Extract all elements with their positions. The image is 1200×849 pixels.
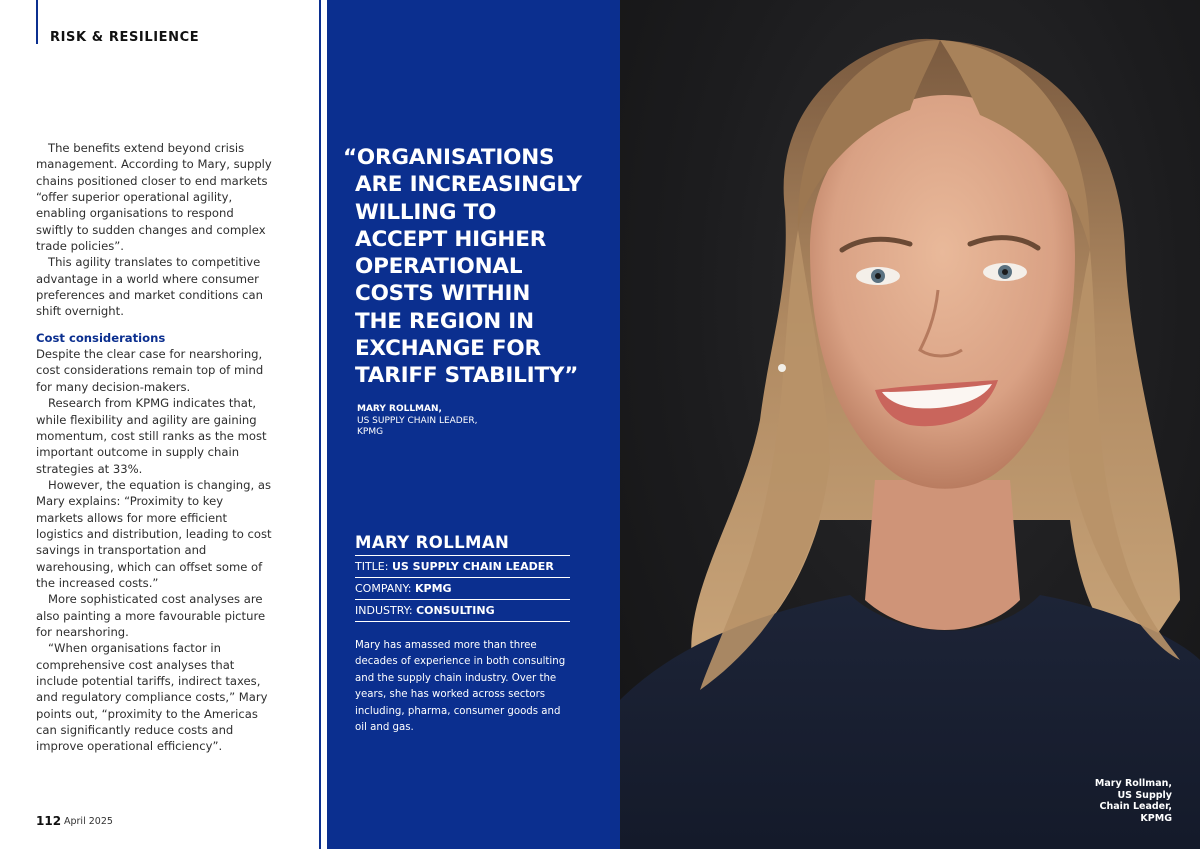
company-label: COMPANY: — [355, 582, 412, 595]
column-divider — [319, 0, 321, 849]
pull-quote-line: ACCEPT HIGHER — [355, 226, 547, 252]
attribution-company: KPMG — [357, 427, 384, 437]
section-label: RISK & RESILIENCE — [50, 30, 200, 45]
caption-line: KPMG — [1140, 812, 1172, 824]
article-body — [36, 140, 272, 755]
photo-caption — [1095, 778, 1172, 824]
pull-quote-line: EXCHANGE FOR — [355, 336, 541, 362]
pull-quote-line: COSTS WITHIN — [355, 281, 531, 307]
paragraph: Research from KPMG indicates that, while flexibility and agility are gaining momentum, cost still ranks as the most important outcome in supply chain strategies at 33%. — [36, 396, 267, 476]
profile-industry-row — [355, 600, 570, 622]
quote-attribution — [357, 404, 478, 439]
attribution-name: MARY ROLLMAN, — [357, 404, 442, 414]
company-value: KPMG — [414, 582, 452, 595]
pull-quote — [343, 144, 608, 390]
pull-quote-line: WILLING TO — [355, 199, 497, 225]
paragraph: Despite the clear case for nearshoring, cost considerations remain top of mind for many decision-makers. — [36, 347, 264, 394]
title-value: US SUPPLY CHAIN LEADER — [391, 560, 554, 573]
attribution-title: US SUPPLY CHAIN LEADER, — [357, 415, 478, 426]
caption-line: US Supply — [1117, 789, 1172, 801]
pull-quote-line: “ORGANISATIONS — [343, 145, 555, 170]
pull-quote-line: THE REGION IN — [355, 308, 534, 334]
header-accent-rule — [36, 0, 38, 44]
article-column — [0, 0, 318, 849]
industry-value: CONSULTING — [416, 604, 495, 617]
pull-quote-line: OPERATIONAL — [355, 254, 523, 280]
issue-date: April 2025 — [64, 816, 113, 827]
paragraph: This agility translates to competitive advantage in a world where consumer preferences and market conditions can shift overnight. — [36, 255, 263, 319]
paragraph: The benefits extend beyond crisis management. According to Mary, supply chains positioned closer to end markets “offer superior operational agility, enabling organisations to respond swiftly to sudden changes and complex trade policies”. — [36, 141, 272, 254]
profile-name: MARY ROLLMAN — [355, 533, 570, 556]
subheading: Cost considerations — [36, 330, 166, 345]
title-label: TITLE: — [355, 560, 389, 573]
page-number: 112 — [36, 814, 62, 828]
caption-line: Mary Rollman, — [1094, 778, 1172, 789]
caption-line: Chain Leader, — [1099, 801, 1172, 812]
portrait-photo — [620, 0, 1200, 849]
paragraph: “When organisations factor in comprehensive cost analyses that include potential tariffs, indirect taxes, and regulatory compliance costs,” Mary points out, “proximity to the Americas can significantly reduce costs and improve operational efficiency”. — [36, 641, 268, 754]
profile-bio: Mary has amassed more than three decades of experience in both consulting and the supply chain industry. Over the years, she has worked across sectors including, pharma, consumer goods and oil and gas. — [355, 640, 566, 734]
quote-panel — [327, 0, 620, 849]
pull-quote-line: ARE INCREASINGLY — [355, 172, 582, 198]
profile-title-row — [355, 556, 570, 578]
profile-company-row — [355, 578, 570, 600]
industry-label: INDUSTRY: — [355, 604, 413, 617]
profile-box — [355, 533, 570, 736]
portrait-illustration — [620, 0, 1200, 849]
pull-quote-line: TARIFF STABILITY” — [355, 363, 579, 389]
paragraph: However, the equation is changing, as Mary explains: “Proximity to key markets allows for more efficient logistics and distribution, leading to cost savings in transportation and warehousing, which can offset some of the increased costs.” — [36, 477, 272, 590]
paragraph: More sophisticated cost analyses are also painting a more favourable picture for nearshoring. — [36, 592, 266, 639]
